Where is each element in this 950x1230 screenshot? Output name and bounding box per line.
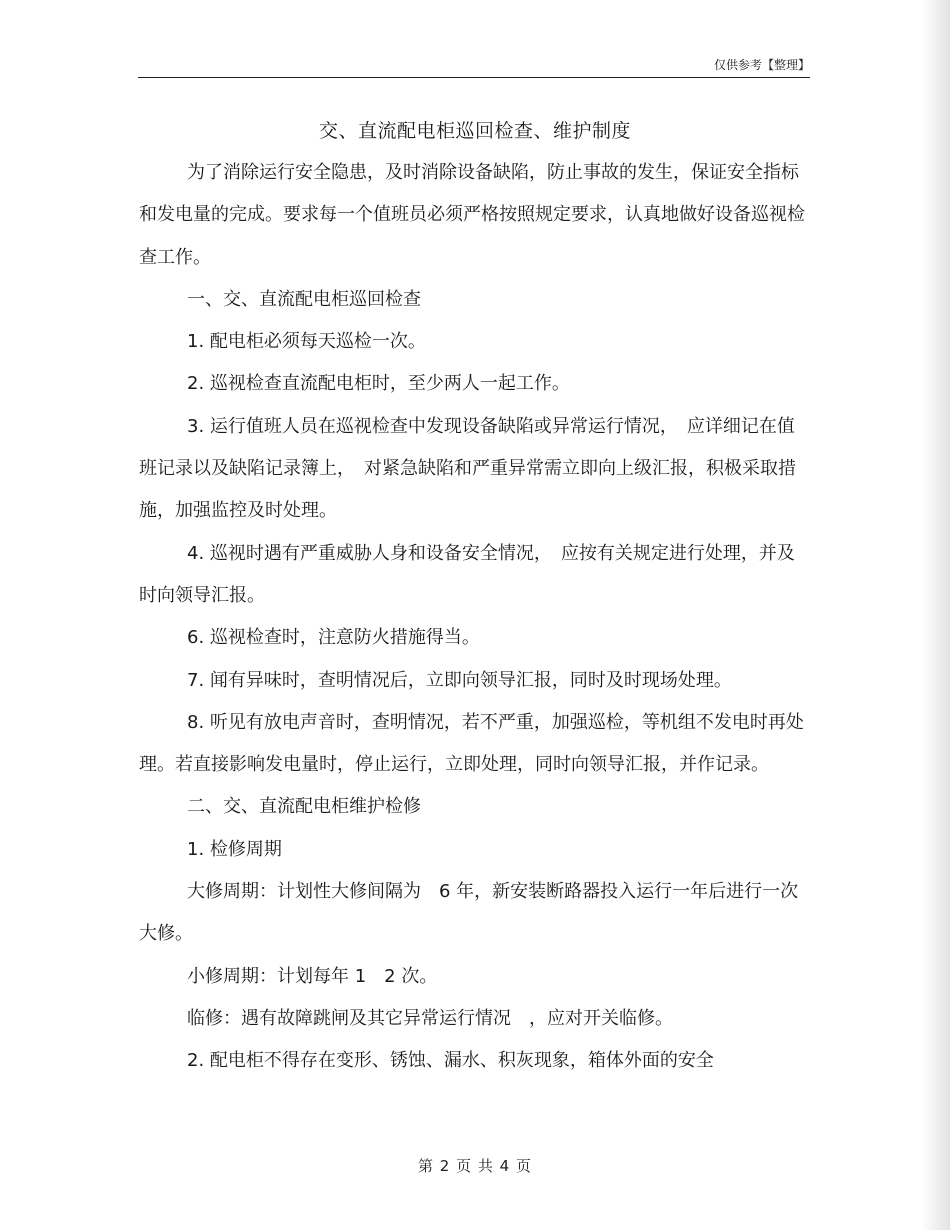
inspection-item-8: 8. 听见有放电声音时，查明情况，若不严重，加强巡检，等机组不发电时再处理。若直接影响发电量时，停止运行，立即处理，同时向领导汇报，并作记录。 [139,711,804,776]
intro-paragraph: 为了消除运行安全隐患，及时消除设备缺陷，防止事故的发生，保证安全指标和发电量的完成。要求每一个值班员必须严格按照规定要求，认真地做好设备巡视检查工作。 [139,162,805,268]
page-edge-shadow [922,0,950,1230]
page-number-footer: 第 2 页 共 4 页 [418,1157,532,1175]
header-rule [138,77,810,78]
overhaul-cycle: 大修周期：计划性大修间隔为 6 年，新安装断路器投入运行一年后进行一次大修。 [139,881,799,945]
maintenance-item-1: 1. 检修周期 [187,838,282,860]
inspection-item-7: 7. 闻有异味时，查明情况后，立即向领导汇报，同时及时现场处理。 [187,669,732,691]
temporary-repair: 临修：遇有故障跳闸及其它异常运行情况 ，应对开关临修。 [187,1007,673,1029]
section-heading-maintenance: 二、交、直流配电柜维护检修 [187,796,421,818]
section-heading-inspection: 一、交、直流配电柜巡回检查 [187,288,421,310]
document-body [139,152,809,1083]
maintenance-item-2: 2. 配电柜不得存在变形、锈蚀、漏水、积灰现象，箱体外面的安全 [187,1050,714,1072]
document-title: 交、直流配电柜巡回检查、维护制度 [318,120,631,142]
inspection-item-1: 1. 配电柜必须每天巡检一次。 [187,331,426,353]
minor-repair-cycle: 小修周期：计划每年 1 2 次。 [187,965,438,987]
inspection-item-6: 6. 巡视检查时，注意防火措施得当。 [187,627,480,649]
inspection-item-3: 3. 运行值班人员在巡视检查中发现设备缺陷或异常运行情况， 应详细记在值班记录以及缺陷记录簿上， 对紧急缺陷和严重异常需立即向上级汇报，积极采取措施，加强监控及时处理。 [139,415,796,522]
inspection-item-4: 4. 巡视时遇有严重威胁人身和设备安全情况， 应按有关规定进行处理，并及时向领导汇报。 [139,542,795,606]
inspection-item-2: 2. 巡视检查直流配电柜时，至少两人一起工作。 [187,373,570,395]
header-note: 仅供参考【整理】 [713,58,810,72]
